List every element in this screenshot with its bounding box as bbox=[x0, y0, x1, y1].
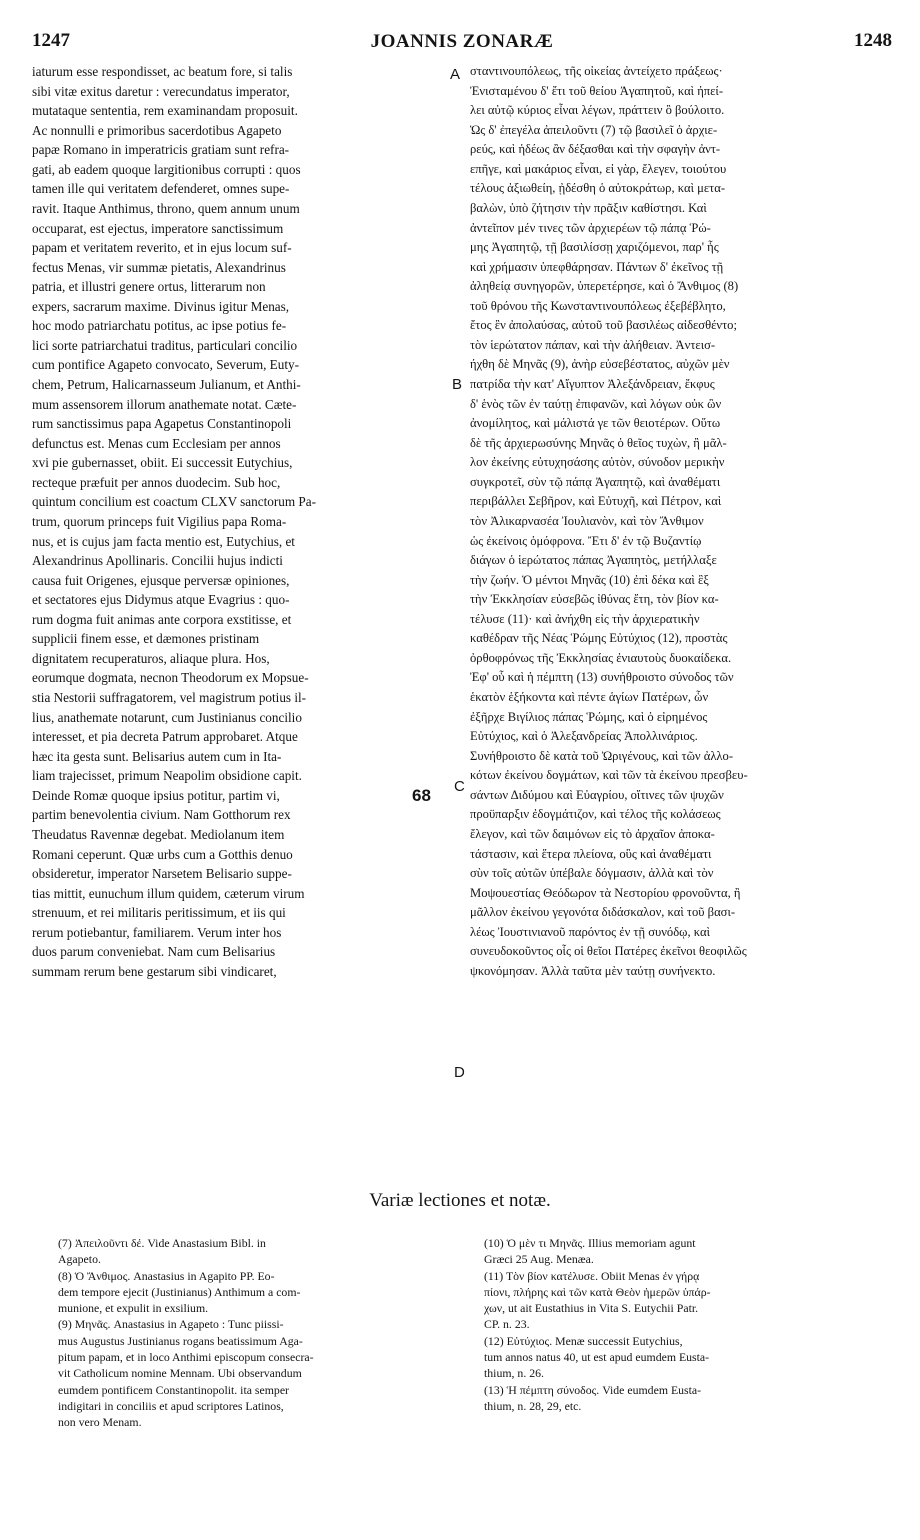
latin-text-line: tias mittit, eunuchum illum quidem, cæterum virum bbox=[32, 885, 305, 901]
greek-text-line: Συνήθροιστο δὲ κατὰ τοῦ Ὠριγένους, καὶ τῶν ἀλλο- bbox=[470, 748, 734, 763]
latin-text-line: ravit. Itaque Anthimus, throno, quem annum unum bbox=[32, 200, 300, 216]
latin-text-line: quintum concilium est coactum CLXV sanctorum Pa- bbox=[32, 494, 316, 510]
greek-text-line: πατρίδα τὴν κατ' Αἴγυπτον Ἀλεξάνδρειαν, ἔκφυς bbox=[470, 377, 715, 391]
greek-text-line: Μοψουεστίας Θεόδωρον τὰ Νεστορίου φρονοῦντα, ἢ bbox=[470, 885, 741, 900]
greek-text-line: τάστασιν, καὶ ἕτερα πλείονα, οὓς καὶ ἀναθέματι bbox=[470, 846, 712, 861]
greek-text-line: διάγων ὁ ἱερώτατος πάπας Ἀγαπητὸς, μετήλλαξε bbox=[470, 553, 717, 568]
latin-text-line: Romani ceperunt. Quæ urbs cum a Gotthis denuo bbox=[32, 846, 293, 862]
latin-text-line: interesset, et pia decreta Patrum approbaret. Atque bbox=[32, 729, 298, 745]
footnote-line: (10) Ὁ μὲν τι Μηνᾶς. Illius memoriam agunt bbox=[484, 1236, 696, 1250]
notes-title: Variæ lectiones et notæ. bbox=[369, 1190, 551, 1211]
latin-text-line: partim benevolentia civium. Nam Gotthorum rex bbox=[32, 807, 291, 823]
latin-text-line: hoc modo patriarchatu potitus, ac ipse potius fe- bbox=[32, 318, 287, 334]
latin-text-line: causa fuit Origenes, ejusque perversæ opiniones, bbox=[32, 572, 290, 588]
footnote-line: (7) Ἀπειλοῦντι δέ. Vide Anastasium Bibl. in bbox=[58, 1236, 266, 1250]
latin-text-line: gati, ab eadem quoque largitionibus corrupti : quos bbox=[32, 161, 301, 177]
greek-text-line: Ὡς δ' ἐπεγέλα ἀπειλοῦντι (7) τῷ βασιλεῖ ὁ ἀρχιε- bbox=[470, 122, 718, 137]
greek-text-line: κότων ἐκείνου δογμάτων, καὶ τῶν τὰ ἐκείνου πρεσβευ- bbox=[470, 768, 748, 783]
footnote bbox=[58, 1235, 448, 1268]
greek-text-line: λει αὐτῷ κύριος εἶναι λέγων, πράττειν ὃ βούλοιτο. bbox=[470, 103, 725, 118]
greek-text-line: ἔλεγον, καὶ τῶν δαιμόνων εἰς τὸ ἀρχαῖον ἀποκα- bbox=[470, 826, 715, 841]
latin-text-line: mum assensorem illorum anathemate notat. Cæte- bbox=[32, 396, 297, 412]
greek-text-line: καὶ χρήμασιν ὑπεφθάρησαν. Πάντων δ' ἐκεῖνος τῇ bbox=[470, 259, 724, 274]
footnote bbox=[58, 1316, 448, 1430]
latin-text-line: hæc ita gesta sunt. Belisarius autem cum in Ita- bbox=[32, 748, 282, 764]
greek-text-line: Ἐνισταμένου δ' ἔτι τοῦ θείου Ἀγαπητοῦ, καὶ ἠπεί- bbox=[470, 83, 724, 98]
latin-text-line: occuparat, est ejectus, imperatore sanctissimum bbox=[32, 220, 284, 236]
footnote-line: χων, ut ait Eustathius in Vita S. Eutychii Patr. bbox=[484, 1301, 699, 1316]
greek-text-line: περιβάλλει Σεβῆρον, καὶ Εὐτυχῆ, καὶ Πέτρον, καὶ bbox=[470, 494, 722, 509]
footnote-line: pitum papam, et in loco Anthimi episcopum consecra- bbox=[58, 1350, 314, 1365]
greek-text-line: τοῦ θρόνου τῆς Κωνσταντινουπόλεως ἐξεβέβλητο, bbox=[470, 298, 726, 313]
latin-text-line: rum dogma fuit animas ante corpora exstitisse, et bbox=[32, 611, 292, 627]
latin-text-line: chem, Petrum, Halicarnasseum Julianum, et Anthi- bbox=[32, 377, 301, 392]
latin-text-line: Theudatus Ravennæ degebat. Mediolanum item bbox=[32, 826, 285, 842]
latin-text-line: fectus Menas, vir summæ pietatis, Alexandrinus bbox=[32, 259, 286, 275]
footnote-line: (8) Ὁ Ἄνθιμος. Anastasius in Agapito PP. Eo- bbox=[58, 1268, 275, 1283]
footnote-line: mus Augustus Justinianus rogans beatissimum Aga- bbox=[58, 1333, 303, 1348]
latin-text-line: lius, anathemate notarunt, cum Justinianus concilio bbox=[32, 709, 302, 725]
greek-text-line: συγκροτεῖ, σὺν τῷ πάπᾳ Ἀγαπητῷ, καὶ ἀναθέματι bbox=[470, 474, 721, 489]
notes-left-column bbox=[58, 1235, 448, 1431]
footnote-line: eumdem pontificem Constantinopolit. ita semper bbox=[58, 1382, 289, 1397]
latin-text-line: expers, sacrarum maxime. Divinus igitur Menas, bbox=[32, 298, 290, 314]
greek-text-line: ἀληθείᾳ συνηγορῶν, ὑπερετέρησε, καὶ ὁ Ἄνθιμος (8) bbox=[470, 279, 739, 294]
latin-text-line: sibi vitæ exitus daretur : verecundatus imperator, bbox=[32, 83, 290, 99]
latin-text-line: tamen ille qui veritatem defenderet, omnes supe- bbox=[32, 181, 290, 197]
footnote-line: (11) Τὸν βίον κατέλυσε. Obiit Menas ἐν γήρᾳ bbox=[484, 1268, 700, 1283]
footnote-line: (13) Ἡ πέμπτη σύνοδος. Vide eumdem Eusta- bbox=[484, 1382, 702, 1397]
latin-text-line: Alexandrinus Apollinaris. Concilii hujus indicti bbox=[32, 553, 283, 569]
greek-text-line: καθέδραν τῆς Νέας Ῥώμης Εὐτύχιος (12), προστὰς bbox=[470, 631, 728, 646]
greek-text-line: τὸν ἱερώτατον πάπαν, καὶ τὴν ἀλήθειαν. Ἀντεισ- bbox=[470, 337, 716, 352]
latin-text-line: strenuum, et rei militaris peritissimum, et iis qui bbox=[32, 905, 286, 921]
footnote-line: non vero Menam. bbox=[58, 1415, 142, 1430]
greek-text-line: τὴν Ἐκκλησίαν εὐσεβῶς ἰθύνας ἔτη, τὸν βίον κα- bbox=[470, 592, 719, 607]
margin-letter-d: D bbox=[454, 1064, 465, 1081]
running-title: JOANNIS ZONARÆ bbox=[370, 31, 554, 52]
latin-text-line: iaturum esse respondisset, ac beatum fore, si talis bbox=[32, 64, 293, 79]
greek-text-line: τὴν ζωήν. Ὁ μέντοι Μηνᾶς (10) ἐπὶ δέκα καὶ ἓξ bbox=[470, 572, 709, 587]
latin-text-line: papam et veritatem reverito, et in ejus locum suf- bbox=[32, 240, 292, 256]
column-number: 68 bbox=[412, 786, 431, 805]
greek-text-line: ψκονόμησαν. Ἀλλὰ ταῦτα μὲν ταύτῃ συνήνεκτο. bbox=[470, 963, 716, 978]
latin-text-line: Ac nonnulli e primoribus sacerdotibus Agapeto bbox=[32, 122, 282, 138]
footnote bbox=[484, 1235, 884, 1268]
greek-text-line: δὲ τῆς ἀρχιερωσύνης Μηνᾶς ὁ θεῖος τυχὼν, ἢ μᾶλ- bbox=[470, 435, 727, 450]
notes-right-column bbox=[484, 1235, 884, 1414]
greek-text-line: Ἐφ' οὗ καὶ ἡ πέμπτη (13) συνήθροιστο σύνοδος τῶν bbox=[470, 670, 734, 685]
footnote-line: Agapeto. bbox=[58, 1252, 101, 1267]
greek-text-line: τέλυσε (11)· καὶ ἀνήχθη εἰς τὴν ἀρχιερατικὴν bbox=[470, 611, 700, 626]
latin-text-line: patria, et illustri genere ortus, litterarum non bbox=[32, 279, 266, 295]
greek-text-line: ήχθη δὲ Μηνᾶς (9), ἀνὴρ εὐσεβέστατος, αὐχῶν μὲν bbox=[470, 357, 730, 372]
greek-text-line: ἔτος ἓν ἀπολαύσας, αὐτοῦ τοῦ βασιλέως αἰδεσθέντο; bbox=[470, 318, 737, 333]
greek-text-line: τὸν Ἀλικαρνασέα Ἰουλιανὸν, καὶ τὸν Ἄνθιμον bbox=[470, 513, 704, 528]
latin-text-line: defunctus est. Menas cum Ecclesiam per annos bbox=[32, 435, 281, 451]
latin-text-line: supplicii finem esse, et dæmones pristinam bbox=[32, 631, 260, 647]
latin-text-line: eorumque dogmata, necnon Theodorum ex Mopsue- bbox=[32, 670, 309, 686]
footnote bbox=[484, 1333, 884, 1382]
footnote-line: indigitari in conciliis et apud scriptores Latinos, bbox=[58, 1398, 284, 1413]
latin-text-line: trum, quorum princeps fuit Vigilius papa Roma- bbox=[32, 513, 287, 529]
latin-text-line: xvi pie gubernasset, obiit. Ei successit Eutychius, bbox=[32, 455, 293, 471]
latin-column bbox=[32, 62, 452, 981]
latin-text-line: lici sorte patriarchatui traditus, particulari concilio bbox=[32, 337, 298, 353]
latin-text-line: Deinde Romæ quoque ipsius potitur, partim vi, bbox=[32, 787, 280, 803]
footnote-line: vit Catholicum nomine Mennam. Ubi observandum bbox=[58, 1366, 302, 1381]
latin-text-line: rum sanctissimus papa Agapetus Constantinopoli bbox=[32, 416, 292, 432]
footnote-line: CP. n. 23. bbox=[484, 1317, 530, 1332]
footnote-line: (9) Μηνᾶς. Anastasius in Agapeto : Tunc piissi- bbox=[58, 1317, 284, 1332]
greek-text-line: ὀρθοφρόνως τῆς Ἐκκλησίας ἐνιαυτοὺς δυοκαίδεκα. bbox=[470, 650, 732, 665]
latin-text-line: mutataque sententia, rem examinandam proposuit. bbox=[32, 103, 298, 119]
footnote-line: thium, n. 28, 29, etc. bbox=[484, 1398, 582, 1413]
latin-text-line: liam trajecisset, primum Neapolim obsidione capit. bbox=[32, 768, 302, 784]
greek-text-line: λέως Ἰουστινιανοῦ παρόντος ἐν τῇ συνόδῳ, καὶ bbox=[470, 924, 710, 939]
greek-text-line: λον ἐκείνης εὐτυχησάσης αὐτὸν, σύνοδον μερικὴν bbox=[470, 455, 725, 470]
latin-text-line: stia Nestorii suffragatorem, vel magistrum potius il- bbox=[32, 690, 307, 705]
greek-text-line: μᾶλλον ἐκείνου γεγονότα διδάσκαλον, καὶ τοῦ βασι- bbox=[470, 905, 736, 920]
page-header bbox=[32, 30, 892, 62]
latin-text-line: rerum potiebantur, familiarem. Verum inter hos bbox=[32, 924, 282, 940]
footnote-line: munione, et expulit in exsilium. bbox=[58, 1301, 209, 1316]
latin-text-line: duos parum conveniebat. Nam cum Belisarius bbox=[32, 944, 276, 960]
latin-text-line: nus, et is cujus jam facta mentio est, Eutychius, et bbox=[32, 533, 295, 549]
page-number-right: 1248 bbox=[854, 30, 892, 51]
latin-text-line: recteque præfuit per annos duodecim. Sub hoc, bbox=[32, 474, 281, 490]
greek-text-line: βαλὼν, ὑπὸ ζήτησιν τὴν πρᾶξιν καθίστησι. Καὶ bbox=[470, 200, 707, 215]
greek-text-line: ὡς ἐκείνοις ὁμόφρονα. Ἔτι δ' ἐν τῷ Βυζαντίῳ bbox=[470, 533, 702, 548]
margin-letter-a: A bbox=[450, 66, 461, 83]
margin-letter-c: C bbox=[454, 778, 465, 795]
greek-text-line: τέλους ἀξιωθείη, ᾐδέσθη ὁ αὐτοκράτωρ, καὶ μετα- bbox=[470, 181, 726, 196]
latin-text-line: papæ Romano in imperatricis gratiam sunt refra- bbox=[32, 142, 290, 158]
latin-text-line: cum pontifice Agapeto convocato, Severum, Euty- bbox=[32, 357, 299, 373]
greek-column bbox=[470, 62, 898, 981]
greek-text-line: ρεύς, καὶ ἡδέως ἂν δέξασθαι καὶ τὴν σφαγὴν ἀντ- bbox=[470, 142, 721, 157]
footnote-line: thium, n. 26. bbox=[484, 1366, 544, 1381]
latin-text-line: obsideretur, imperator Narsetem Belisario suppe- bbox=[32, 866, 292, 882]
greek-text-line: ἀντεῖπον μέν τινες τῶν ἀρχιερέων τῷ πάπᾳ Ῥώ- bbox=[470, 220, 711, 235]
footnote bbox=[484, 1268, 884, 1333]
footnote-line: Græci 25 Aug. Menæa. bbox=[484, 1252, 594, 1267]
greek-text-line: δ' ἑνὸς τῶν ἐν ταύτῃ ἐπιφανῶν, καὶ λόγων οὐκ ὢν bbox=[470, 396, 722, 411]
footnote-line: tum annos natus 40, ut est apud eumdem Eusta- bbox=[484, 1350, 710, 1365]
greek-text-line: ἑκατὸν ἑξήκοντα καὶ πέντε ἁγίων Πατέρων, ὧν bbox=[470, 690, 709, 704]
page-number-left: 1247 bbox=[32, 30, 70, 51]
greek-text-line: ἐξῆρχε Βιγίλιος πάπας Ῥώμης, καὶ ὁ εἰρημένος bbox=[470, 709, 708, 724]
greek-text-line: προϋπαρξιν ἐδογμάτιζον, καὶ τέλος τῆς κολάσεως bbox=[470, 807, 721, 822]
footnote-line: dem tempore ejecit (Justinianus) Anthimum a com- bbox=[58, 1284, 301, 1299]
footnote bbox=[58, 1268, 448, 1317]
greek-text-line: συνευδοκοῦντος οἷς οἱ θεῖοι Πατέρες ἐκεῖνοι θεοφιλῶς bbox=[470, 944, 747, 959]
greek-text-line: ἀνομίλητος, καὶ μάλιστά γε τῶν θειοτέρων. Οὕτω bbox=[470, 416, 721, 431]
latin-text-line: dignitatem recuperaturos, aliaque plura. Hos, bbox=[32, 650, 270, 666]
greek-text-line: σταντινουπόλεως, τῆς οἰκείας ἀντείχετο πράξεως· bbox=[470, 64, 723, 78]
footnote bbox=[484, 1382, 884, 1415]
latin-text-line: summam rerum bene gestarum sibi vindicaret, bbox=[32, 963, 277, 979]
latin-text-line: et sectatores ejus Didymus atque Evagrius : quo- bbox=[32, 592, 290, 608]
greek-text-line: σάντων Διδύμου καὶ Εὐαγρίου, οἵτινες τῶν ψυχῶν bbox=[470, 787, 724, 802]
footnote-line: πίονι, πλήρης καὶ τῶν κατὰ Θεὸν ἡμερῶν ὑπάρ- bbox=[484, 1284, 711, 1299]
footnote-line: (12) Εὐτύχιος. Menæ successit Eutychius, bbox=[484, 1333, 683, 1348]
margin-letter-b: B bbox=[452, 376, 463, 393]
greek-text-line: επῆγε, καὶ μακάριος εἶναι, εἰ γὰρ, ἔλεγεν, τοιούτου bbox=[470, 161, 727, 176]
greek-text-line: μης Ἀγαπητῷ, τῇ βασιλίσσῃ χαριζόμενοι, παρ' ἧς bbox=[470, 240, 719, 255]
greek-text-line: Εὐτύχιος, καὶ ὁ Ἀλεξανδρείας Ἀπολλινάριος. bbox=[470, 729, 698, 744]
greek-text-line: σὺν τοῖς αὐτῶν ὑπέβαλε δόγμασιν, ἀλλὰ καὶ τὸν bbox=[470, 866, 714, 881]
